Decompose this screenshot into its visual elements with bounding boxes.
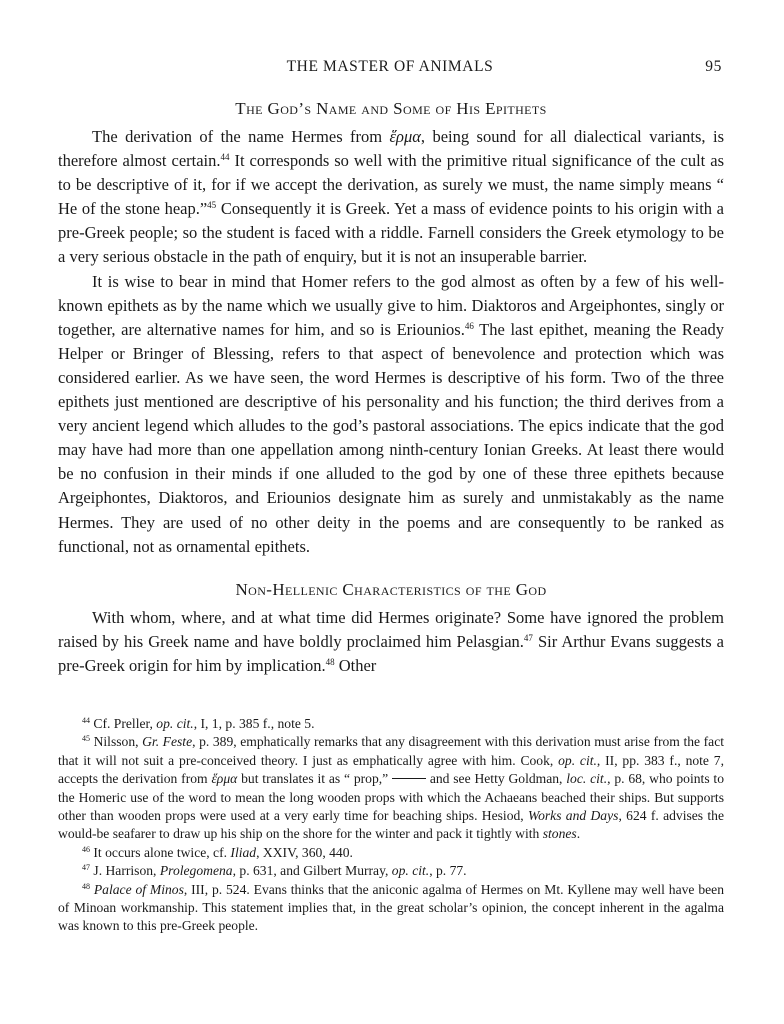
footnote-44: $^{44}$ Cf. Preller, op. cit., I, 1, p. 385 f., note 5.	[82, 716, 315, 731]
page-number: 95	[705, 58, 722, 75]
footnote-45: $^{45}$ Nilsson, Gr. Feste, p. 389, emphatically remarks that any disagreement with this derivation must arise from the fact that it will not suit a pre-conceived theory. I just as emphatically agree with him. Cook, op. cit., II, pp. 383 f., note 7, accepts the derivation from ἕρμα but translates it as “ prop,” and see Hetty Goldman, loc. cit., p. 68, who points to the Homeric use of the word to mean the long wooden props with which the Achaeans beached their ships. But supports other than wooden props were used at a very early time for beaching ships. Hesiod, Works and Days, 624 f. advises the would-be seafarer to draw up his ship on the shore for the winter and pack it tightly with stones.	[58, 734, 725, 842]
greek-word: ἕρμα	[389, 127, 421, 146]
footnotes	[58, 715, 724, 936]
footnote-ref-44[interactable]: 44	[220, 152, 230, 163]
section-heading-non-hellenic: Non-Hellenic Characteristics of the God	[235, 579, 547, 599]
footnote-ref-45[interactable]: 45	[207, 200, 217, 211]
paragraph-epithets: It is wise to bear in mind that Homer refers to the god almost as often by a few of his well-known epithets as by the name which we usually give to him. Diaktoros and Argeiphontes, singly or together, are alternative names for him, and so is Eriounios.$^{46}$ The last epithet, meaning the Ready Helper or Bringer of Blessing, refers to that aspect of benevolence and protection which was considered earlier. As we have seen, the word Hermes is descriptive of his form. Two of the three epithets just mentioned are descriptive of his personality and his function; the third derives from a very ancient legend which alludes to the god’s pastoral associations. The epics indicate that the god may have had more than one appellation among ninth-century Ionian Greeks. At least there would be no confusion in their minds if one alluded to the god by one of these three epithets because Argeiphontes, Diaktoros, and Eriounios designate him as surely and unmistakably as the name Hermes. They are used of no other deity in the poems and are consequently to be ranked as functional, not as ornamental epithets.	[58, 271, 725, 556]
section-heading-gods-name: The God’s Name and Some of His Epithets	[235, 99, 547, 118]
greek-word: ἕρμα	[211, 771, 238, 787]
em-dash-rule	[392, 778, 426, 779]
footnote-ref-46[interactable]: 46	[464, 320, 474, 331]
footnote-48: $^{48}$ Palace of Minos, III, p. 524. Evans thinks that the aniconic agalma of Hermes on Mt. Kyllene may well have been of Minoan workmanship. This statement implies that, in the great scholar’s opinion, the concept inherent in the agalma was known to this pre-Greek people.	[58, 881, 724, 934]
footnote-ref-47[interactable]: 47	[523, 632, 533, 643]
main-text	[58, 98, 724, 678]
running-header	[58, 58, 722, 80]
paragraph-derivation: The derivation of the name Hermes from ἕρμα, being sound for all dialectical variants, is therefore almost certain.$^{44}$ It corresponds so well with the primitive ritual significance of the cult as to be descriptive of it, for if we accept the derivation, as surely we must, the name simply means “ He of the stone heap.”$^{45}$ Consequently it is Greek. Yet a mass of evidence points to his origin with a pre-Greek people; so the student is faced with a riddle. Farnell considers the Greek etymology to be a very serious obstacle in the path of enquiry, but it is not an insuperable barrier.	[58, 127, 724, 267]
footnote-47: $^{47}$ J. Harrison, Prolegomena, p. 631, and Gilbert Murray, op. cit., p. 77.	[82, 863, 467, 879]
running-title: THE MASTER OF ANIMALS	[286, 58, 494, 75]
footnote-46: $^{46}$ It occurs alone twice, cf. Iliad, XXIV, 360, 440.	[82, 844, 353, 860]
footnote-ref-48[interactable]: 48	[325, 656, 335, 667]
paragraph-origin: With whom, where, and at what time did Hermes originate? Some have ignored the problem raised by his Greek name and have boldly proclaimed him Pelasgian.$^{47}$ Sir Arthur Evans suggests a pre-Greek origin for him by implication.$^{48}$ Other	[58, 607, 724, 675]
